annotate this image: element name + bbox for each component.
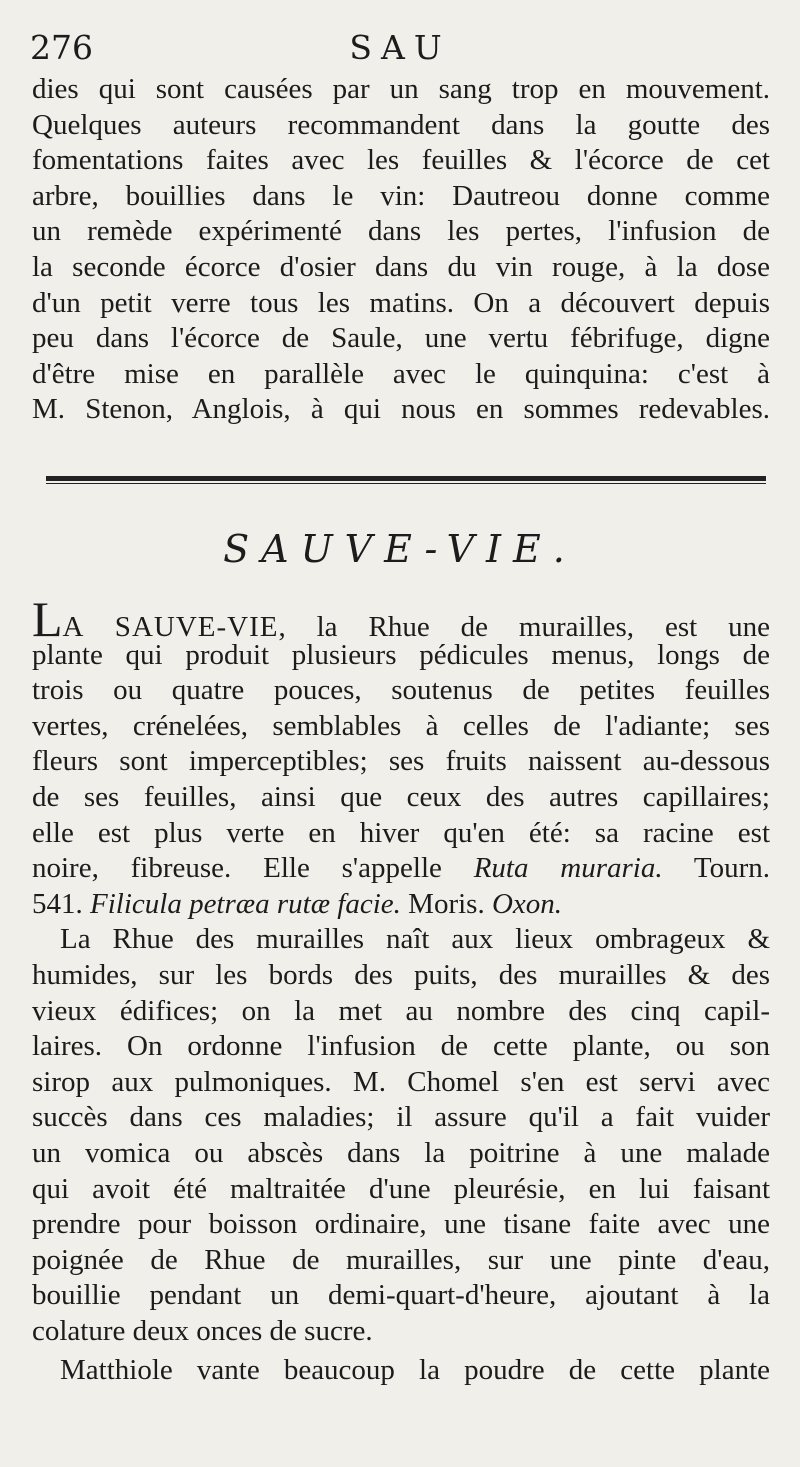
reference-source: Oxon. (491, 887, 563, 920)
page-header (0, 28, 800, 78)
text-line (32, 851, 770, 887)
text-line: elle est plus verte en hiver qu'en été: sa racine est (32, 816, 770, 849)
article-title: SAUVE-VIE. (223, 527, 577, 571)
text-line: humides, sur les bords des puits, des murailles & des (32, 958, 770, 991)
continuation-paragraph (32, 72, 770, 428)
first-line-rest: , la Rhue de murailles, est une (278, 611, 770, 643)
text-line: sirop aux pulmoniques. M. Chomel s'en est servi avec (32, 1065, 770, 1098)
text-line: prendre pour boisson ordinaire, une tisane faite avec une (32, 1208, 770, 1241)
page-number: 276 (30, 28, 93, 67)
text-line: d'un petit verre tous les matins. On a découvert depuis (32, 286, 770, 319)
text-line: un vomica ou abscès dans la poitrine à une malade (32, 1136, 770, 1169)
running-head: SAU (349, 28, 451, 67)
latin-synonym: Filicula petræa rutæ facie. (90, 887, 401, 920)
drop-cap: L (32, 591, 63, 647)
text-line: Quelques auteurs recommandent dans la goutte des (32, 108, 770, 141)
text-line: colature deux onces de sucre. (32, 1314, 373, 1347)
reference-number: 541. (32, 887, 83, 920)
text-line: vertes, crénelées, semblables à celles de l'adiante; ses (32, 709, 770, 742)
text-line: fomentations faites avec les feuilles & l'écorce de cet (32, 144, 770, 177)
text-line: M. Stenon, Anglois, à qui nous en sommes redevables. (32, 393, 770, 426)
text-line: la seconde écorce d'osier dans du vin rouge, à la dose (32, 250, 770, 283)
article-first-line (32, 591, 770, 647)
headword: A SAUVE-VIE (62, 611, 279, 643)
text-line: succès dans ces maladies; il assure qu'il a fait vuider (32, 1101, 770, 1134)
text-line: fleurs sont imperceptibles; ses fruits naissent au-dessous (32, 745, 770, 778)
article-body (32, 591, 771, 1389)
text-line: d'être mise en parallèle avec le quinquina: c'est à (32, 357, 770, 390)
reference: Moris. (400, 887, 492, 920)
latin-name: Ruta muraria. (473, 852, 663, 885)
reference: Tourn. (662, 852, 771, 885)
text-line: qui avoit été maltraitée d'une pleurésie, en lui faisant (32, 1172, 770, 1205)
text-line: peu dans l'écorce de Saule, une vertu fébrifuge, digne (32, 322, 770, 355)
text-line: La Rhue des murailles naît aux lieux ombrageux & (60, 923, 770, 956)
text-line: plante qui produit plusieurs pédicules menus, longs de (32, 638, 770, 671)
text-line: de ses feuilles, ainsi que ceux des autres capillaires; (32, 780, 770, 813)
text-line: arbre, bouillies dans le vin: Dautreou donne comme (32, 179, 770, 212)
text-line: un remède expérimenté dans les pertes, l'infusion de (32, 215, 770, 248)
text-line: trois ou quatre pouces, soutenus de petites feuilles (32, 674, 770, 707)
text-line: bouillie pendant un demi-quart-d'heure, ajoutant à la (32, 1279, 770, 1312)
text-line: laires. On ordonne l'infusion de cette plante, ou son (32, 1030, 770, 1063)
text-line: vieux édifices; on la met au nombre des cinq capil- (32, 994, 770, 1027)
text-line (32, 887, 770, 923)
text-line: Matthiole vante beaucoup la poudre de cette plante (60, 1354, 770, 1387)
line-start: noire, fibreuse. Elle s'appelle (32, 852, 442, 885)
text-line: poignée de Rhue de murailles, sur une pinte d'eau, (32, 1243, 770, 1276)
section-divider (46, 476, 766, 484)
text-line: dies qui sont causées par un sang trop en mouvement. (32, 73, 770, 105)
